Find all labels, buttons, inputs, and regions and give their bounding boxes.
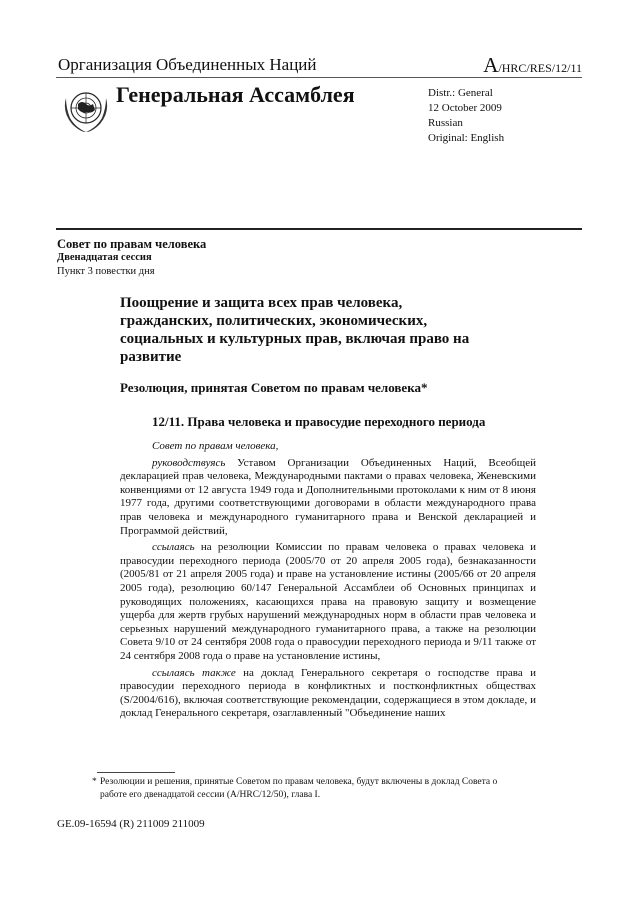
section-rule [56,228,582,230]
paragraph-text: на резолюции Комиссии по правам человека о правах человека и правосудии переходного периода (2005/70 от 20 апреля 2005 года), безнаказанности (2005/81 от 21 апреля 2005 года) и праве на установление истины (2005/66 от 20 апреля 2005 года), резолюцию 60/147 Генеральной Ассамблеи об Основных принципах и руководящих положениях, касающихся права на правовую защиту и возмещение ущерба для жертв грубых нарушений международных норм в области прав человека и серьезных нарушений международного гуманитарного права, а также на резолюции Совета 9/10 от 24 сентября 2008 года о правосудии переходного периода и 9/11 также от 24 сентября 2008 года о праве на установление истины, [120,541,536,662]
header-rule [56,77,582,78]
paragraph-text: Уставом Организации Объединенных Наций, Всеобщей декларацией прав человека, Международными пактами о правах человека, Женевскими конвенциями от 12 августа 1949 года и Дополнительными протоколами к ним от 8 июня 1977 года, другими соответствующими договорами в области международного права прав человека и международного гуманитарного права и Венской декларацией и Программой действий, [120,456,536,537]
symbol-code: /HRC/RES/12/11 [498,61,582,75]
paragraph [120,541,536,663]
distribution-line: Distr.: General [428,87,493,99]
paragraph-italic: Совет по правам человека, [152,440,279,452]
document-symbol [483,53,582,78]
paragraph-text: на доклад Генерального секретаря о господстве права и правосудии переходного периода в конфликтных и постконфликтных обществах (S/2004/616), включая соответствующие рекомендации, содержащиеся в этом докладе, и доклад Генерального секретаря, озаглавленный "Объединение наших [120,666,536,720]
assembly-title: Генеральная Ассамблея [116,82,355,107]
paragraph [120,667,536,721]
paragraph-italic: ссылаясь также [152,666,236,679]
paragraph-italic: ссылаясь [152,541,195,554]
session-name: Двенадцатая сессия [57,252,152,263]
resolution-body [120,440,536,724]
resolution-heading: 12/11. Права человека и правосудие переходного периода [152,414,486,429]
paragraph [120,457,536,539]
date-line: 12 October 2009 [428,102,502,114]
distribution-block [428,86,504,146]
footnote [92,776,520,802]
document-title: Поощрение и защита всех прав человека, гражданских, политических, экономических, социальных и культурных прав, включая право на развитие [120,295,470,365]
job-number: GE.09-16594 (R) 211009 211009 [57,818,205,830]
council-name: Совет по правам человека [57,237,207,251]
footnote-rule [97,772,175,773]
organization-name: Организация Объединенных Наций [58,55,317,74]
footnote-marker: * [92,777,97,787]
paragraph-italic: руководствуясь [152,456,226,469]
original-language-line: Original: English [428,132,505,144]
footnote-text: Резолюции и решения, принятые Советом по правам человека, будут включены в доклад Совета о работе его двенадцатой сессии (A/HRC/12/50), глава I. [100,777,498,800]
un-emblem-icon [60,84,112,136]
symbol-letter: A [483,53,499,77]
document-subtitle: Резолюция, принятая Советом по правам человека* [120,380,428,395]
language-line: Russian [428,117,463,129]
agenda-item: Пункт 3 повестки дня [57,266,155,277]
council-block [57,237,206,279]
paragraph [120,440,536,454]
